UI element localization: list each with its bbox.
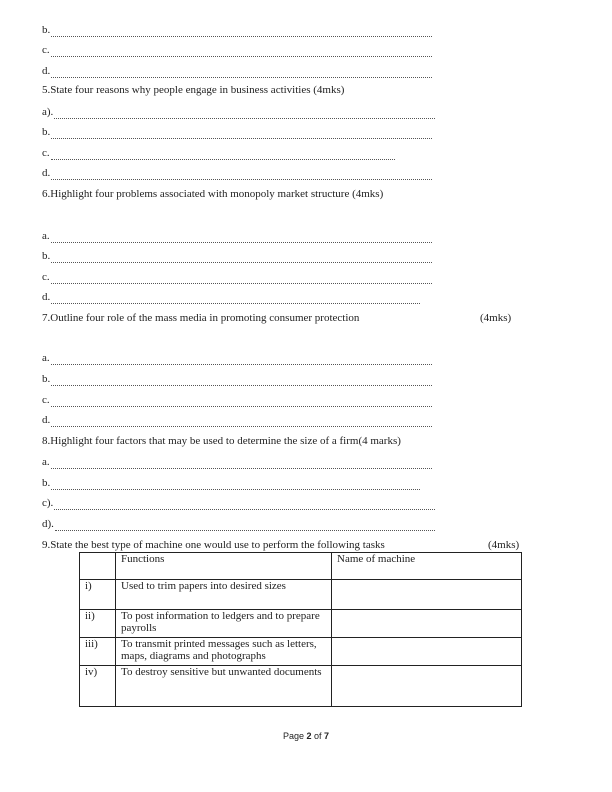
question-9: 9.State the best type of machine one would use to perform the following tasks	[42, 539, 385, 551]
answer-label: d.	[42, 167, 51, 179]
question-9-marks: (4mks)	[488, 539, 520, 551]
dotted-line	[51, 66, 432, 78]
header-machine: Name of machine	[332, 553, 522, 580]
answer-line[interactable]	[42, 496, 435, 510]
question-5: 5.State four reasons why people engage in business activities (4mks)	[42, 84, 345, 96]
answer-line[interactable]	[42, 229, 432, 243]
dotted-line	[51, 374, 432, 386]
answer-label: c.	[42, 271, 50, 283]
answer-label: b.	[42, 477, 51, 489]
answer-label: a.	[42, 456, 50, 468]
dotted-line	[51, 251, 432, 263]
function-cell: To post information to ledgers and to prepare payrolls	[116, 610, 332, 638]
answer-line[interactable]	[42, 105, 435, 119]
answer-label: d.	[42, 291, 51, 303]
dotted-line	[51, 395, 432, 407]
dotted-line	[51, 127, 432, 139]
dotted-line	[51, 478, 420, 490]
answer-line[interactable]	[42, 64, 432, 78]
answer-label: d).	[42, 518, 54, 530]
dotted-line	[51, 148, 395, 160]
answer-label: a.	[42, 230, 50, 242]
answer-line[interactable]	[42, 23, 432, 37]
answer-label: b.	[42, 250, 51, 262]
dotted-line	[54, 498, 435, 510]
machine-answer-cell[interactable]	[332, 580, 522, 610]
answer-line[interactable]	[42, 270, 432, 284]
total-pages: 7	[324, 731, 330, 741]
answer-label: c).	[42, 497, 54, 509]
row-number: iv)	[80, 666, 116, 707]
answer-line[interactable]	[42, 290, 420, 304]
answer-line[interactable]	[42, 351, 432, 365]
function-cell: Used to trim papers into desired sizes	[116, 580, 332, 610]
question-7: 7.Outline four role of the mass media in promoting consumer protection	[42, 312, 360, 324]
answer-label: a).	[42, 106, 54, 118]
dotted-line	[51, 272, 432, 284]
question-7-marks: (4mks)	[480, 312, 512, 324]
dotted-line	[51, 353, 432, 365]
answer-line[interactable]	[42, 249, 432, 263]
table-header-row	[80, 553, 522, 580]
answer-line[interactable]	[42, 166, 432, 180]
dotted-line	[55, 519, 435, 531]
dotted-line	[51, 25, 432, 37]
answer-label: c.	[42, 147, 50, 159]
machines-table	[79, 552, 522, 707]
dotted-line	[51, 168, 432, 180]
header-functions: Functions	[116, 553, 332, 580]
answer-line[interactable]	[42, 372, 432, 386]
answer-label: c.	[42, 44, 50, 56]
answer-label: d.	[42, 414, 51, 426]
answer-line[interactable]	[42, 146, 395, 160]
table-row	[80, 666, 522, 707]
table-row	[80, 638, 522, 666]
table-row	[80, 580, 522, 610]
answer-line[interactable]	[42, 517, 435, 531]
dotted-line	[51, 231, 432, 243]
function-cell: To transmit printed messages such as letters, maps, diagrams and photographs	[116, 638, 332, 666]
header-num	[80, 553, 116, 580]
answer-label: d.	[42, 65, 51, 77]
dotted-line	[51, 457, 432, 469]
dotted-line	[51, 292, 420, 304]
answer-label: b.	[42, 373, 51, 385]
machine-answer-cell[interactable]	[332, 610, 522, 638]
answer-line[interactable]	[42, 125, 432, 139]
current-page: 2	[306, 731, 312, 741]
row-number: i)	[80, 580, 116, 610]
answer-line[interactable]	[42, 43, 432, 57]
answer-line[interactable]	[42, 455, 432, 469]
dotted-line	[51, 45, 432, 57]
answer-label: b.	[42, 126, 51, 138]
footer-text: Page	[282, 731, 307, 741]
answer-label: b.	[42, 24, 51, 36]
dotted-line	[54, 107, 435, 119]
row-number: ii)	[80, 610, 116, 638]
answer-line[interactable]	[42, 393, 432, 407]
function-cell: To destroy sensitive but unwanted documents	[116, 666, 332, 707]
question-6: 6.Highlight four problems associated with monopoly market structure (4mks)	[42, 188, 384, 200]
question-8: 8.Highlight four factors that may be used to determine the size of a firm(4 marks)	[42, 435, 401, 447]
machine-answer-cell[interactable]	[332, 638, 522, 666]
footer-text: of	[311, 731, 325, 741]
dotted-line	[51, 415, 432, 427]
table-row	[80, 610, 522, 638]
machine-answer-cell[interactable]	[332, 666, 522, 707]
answer-label: c.	[42, 394, 50, 406]
answer-line[interactable]	[42, 413, 432, 427]
page-footer	[0, 731, 612, 741]
answer-label: a.	[42, 352, 50, 364]
row-number: iii)	[80, 638, 116, 666]
answer-line[interactable]	[42, 476, 420, 490]
